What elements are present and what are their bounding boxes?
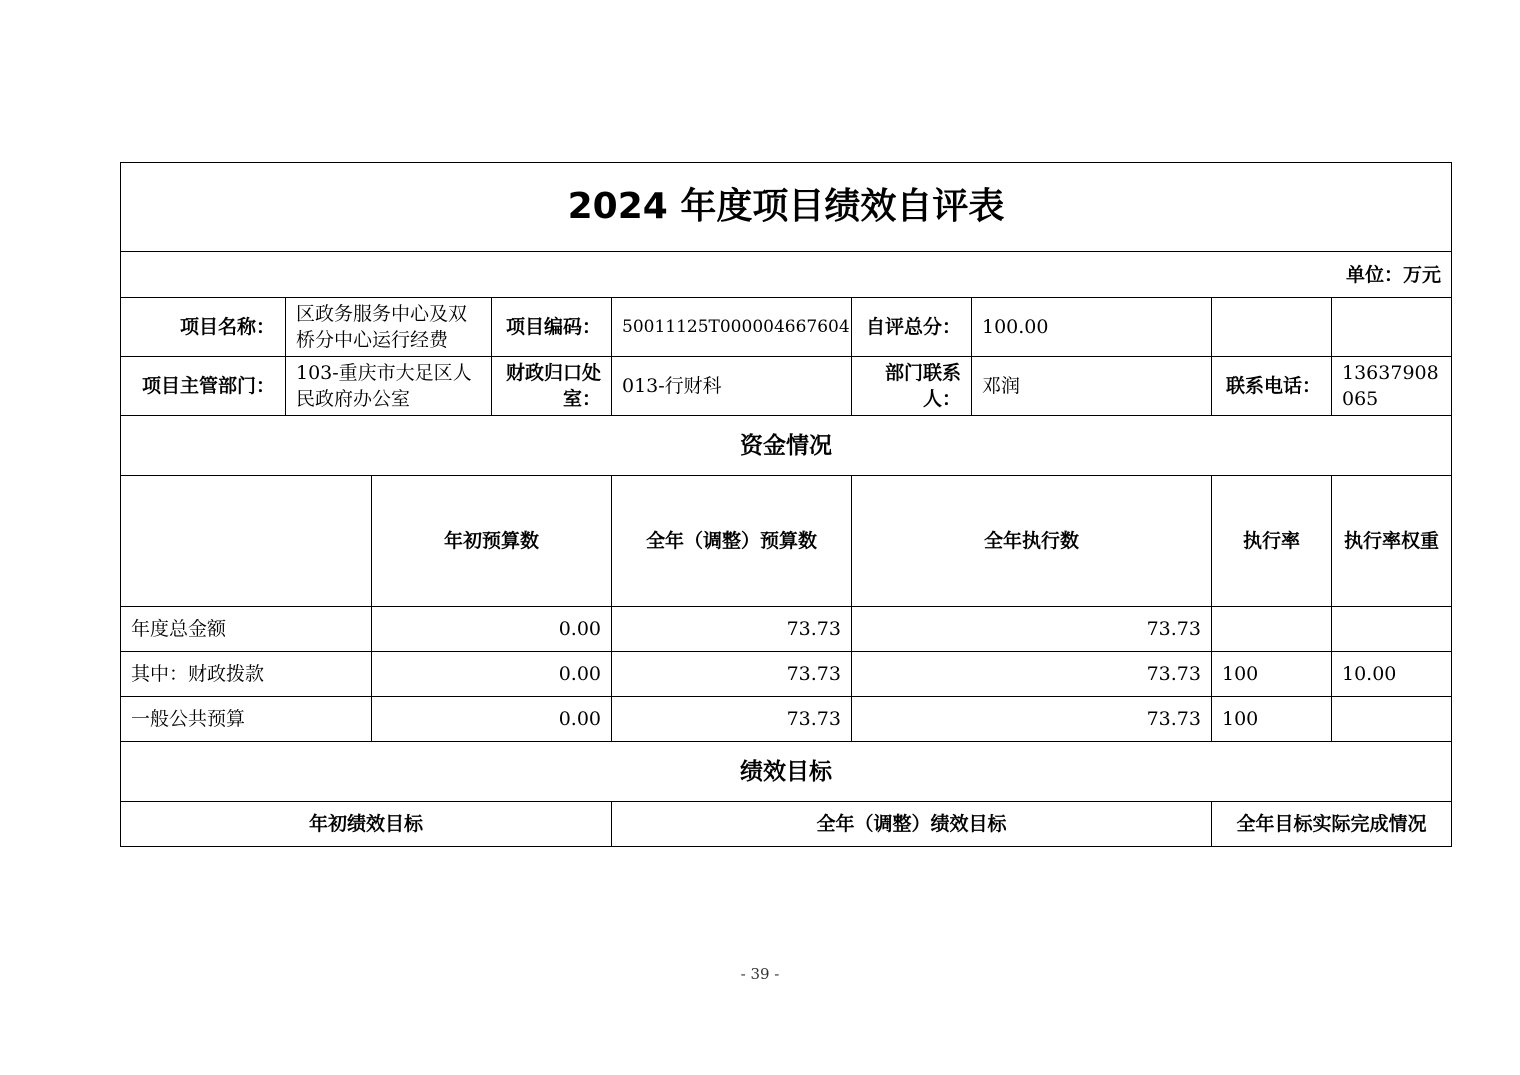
initial-budget: 0.00 bbox=[372, 607, 612, 652]
table-row bbox=[121, 607, 1452, 652]
executed-amount: 73.73 bbox=[852, 697, 1212, 742]
project-name-label: 项目名称： bbox=[121, 298, 286, 357]
funds-header-initial: 年初预算数 bbox=[372, 476, 612, 607]
row-label: 年度总金额 bbox=[121, 607, 372, 652]
dept-label: 项目主管部门： bbox=[121, 357, 286, 416]
executed-amount: 73.73 bbox=[852, 607, 1212, 652]
row-label: 一般公共预算 bbox=[121, 697, 372, 742]
execution-rate bbox=[1212, 607, 1332, 652]
initial-target-header: 年初绩效目标 bbox=[121, 802, 612, 847]
adjusted-budget: 73.73 bbox=[612, 652, 852, 697]
row-label: 其中：财政拨款 bbox=[121, 652, 372, 697]
rate-weight: 10.00 bbox=[1332, 652, 1452, 697]
empty-cell bbox=[1212, 298, 1332, 357]
performance-section-title: 绩效目标 bbox=[121, 742, 1452, 802]
funds-header-adjusted: 全年（调整）预算数 bbox=[612, 476, 852, 607]
rate-weight bbox=[1332, 607, 1452, 652]
page-number: - 39 - bbox=[740, 965, 780, 983]
contact-value: 邓润 bbox=[972, 357, 1212, 416]
execution-rate: 100 bbox=[1212, 697, 1332, 742]
rate-weight bbox=[1332, 697, 1452, 742]
unit-label: 单位：万元 bbox=[121, 252, 1452, 298]
project-code-value: 50011125T000004667604 bbox=[612, 298, 852, 357]
table-row bbox=[121, 697, 1452, 742]
table-row bbox=[121, 652, 1452, 697]
funds-header-rate: 执行率 bbox=[1212, 476, 1332, 607]
initial-budget: 0.00 bbox=[372, 697, 612, 742]
finance-office-value: 013-行财科 bbox=[612, 357, 852, 416]
adjusted-budget: 73.73 bbox=[612, 697, 852, 742]
actual-completion-header: 全年目标实际完成情况 bbox=[1212, 802, 1452, 847]
initial-budget: 0.00 bbox=[372, 652, 612, 697]
finance-office-label: 财政归口处室： bbox=[492, 357, 612, 416]
execution-rate: 100 bbox=[1212, 652, 1332, 697]
funds-header-weight: 执行率权重 bbox=[1332, 476, 1452, 607]
funds-section-title: 资金情况 bbox=[121, 416, 1452, 476]
performance-evaluation-table bbox=[120, 162, 1452, 847]
adjusted-target-header: 全年（调整）绩效目标 bbox=[612, 802, 1212, 847]
funds-header-executed: 全年执行数 bbox=[852, 476, 1212, 607]
score-value: 100.00 bbox=[972, 298, 1212, 357]
project-code-label: 项目编码： bbox=[492, 298, 612, 357]
empty-cell bbox=[1332, 298, 1452, 357]
score-label: 自评总分： bbox=[852, 298, 972, 357]
phone-value: 13637908065 bbox=[1332, 357, 1452, 416]
phone-label: 联系电话： bbox=[1212, 357, 1332, 416]
funds-header-blank bbox=[121, 476, 372, 607]
contact-label: 部门联系人： bbox=[852, 357, 972, 416]
adjusted-budget: 73.73 bbox=[612, 607, 852, 652]
table-title: 2024 年度项目绩效自评表 bbox=[121, 163, 1452, 252]
executed-amount: 73.73 bbox=[852, 652, 1212, 697]
project-name-value: 区政务服务中心及双桥分中心运行经费 bbox=[286, 298, 492, 357]
dept-value: 103-重庆市大足区人民政府办公室 bbox=[286, 357, 492, 416]
